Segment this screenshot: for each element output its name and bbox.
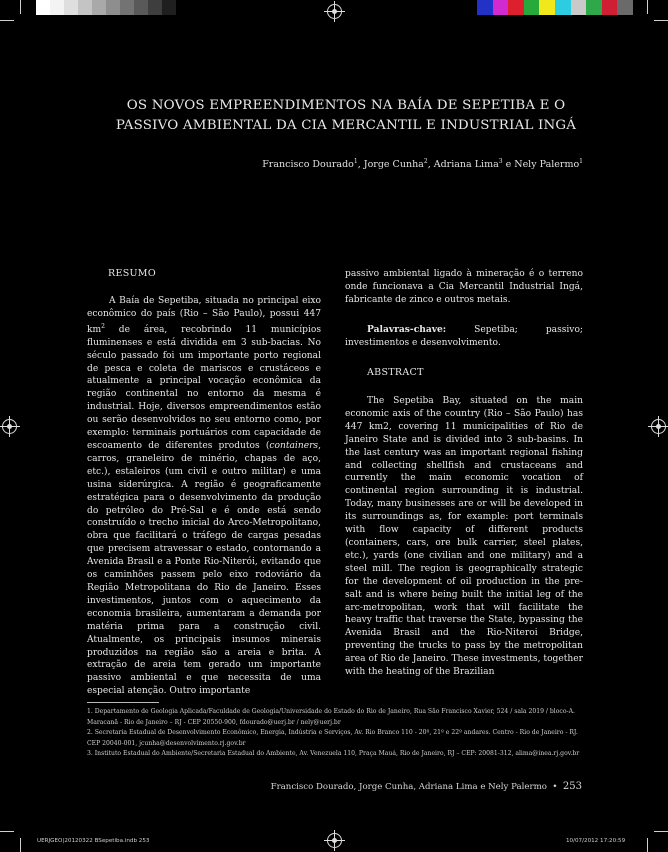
- color-swatch: [106, 0, 120, 15]
- color-swatch: [78, 0, 92, 15]
- crop-mark-icon: [20, 838, 21, 852]
- resumo-body: [87, 295, 321, 698]
- keywords-label: Palavras-chave:: [367, 324, 447, 335]
- crop-mark-icon: [654, 831, 668, 832]
- author-separator: ,: [357, 159, 364, 171]
- resumo-heading: RESUMO: [108, 268, 156, 279]
- color-swatch: [176, 0, 190, 15]
- bullet-separator: •: [552, 782, 558, 792]
- affiliation-marker: 2: [423, 158, 428, 165]
- color-swatch: [162, 0, 176, 15]
- registration-mark-icon: [2, 419, 17, 434]
- print-timestamp: 10/07/2012 17:20:59: [566, 838, 626, 844]
- author-name: Adriana Lima: [433, 159, 499, 171]
- registration-mark-icon: [327, 833, 342, 848]
- crop-mark-icon: [647, 0, 648, 14]
- crop-mark-icon: [0, 831, 14, 832]
- abstract-heading: ABSTRACT: [367, 367, 424, 378]
- affiliation-marker: 1: [579, 158, 583, 165]
- abstract-body: [345, 395, 583, 679]
- resumo-continuation-paragraph: passivo ambiental ligado à mineração é o terreno onde funcionava a Cia Mercantil Industrial Ingá, fabricante de zinco e outros metais.: [345, 269, 583, 305]
- crop-mark-icon: [654, 20, 668, 21]
- color-swatch: [602, 0, 618, 15]
- running-footer: [271, 781, 582, 792]
- footnote-rule: [87, 702, 159, 703]
- color-swatch: [586, 0, 602, 15]
- resumo-text: de área, recobrindo 11 municípios fluminenses e está dividida em 3 sub-bacias. No século passado foi um importante porto regional de pesca e coleta de mariscos e crustáceos e atualmente a principal vocação econômica da região continental no entorno da mesma é industrial. Hoje, diversos empreendimentos estão ou serão desenvolvidos no seu entorno como, por exemplo: terminais portuários com capacidade de escoamento de diferentes produtos (: [87, 324, 321, 451]
- footnote: 1. Departamento de Geologia Aplicada/Faculdade de Geologia/Universidade do Estado do Rio de Janeiro, Rua São Francisco Xavier, 524 / sala 2019 / bloco-A. Maracanã - Rio de Janeiro – RJ - CEP 20550-900, fdourado@uerj.br / nely@uerj.br: [87, 708, 575, 726]
- abstract-paragraph: The Sepetiba Bay, situated on the main economic axis of the country (Rio – São Paulo) has 447 km2, covering 11 municipalities of Rio de Janeiro State and is divided into 3 sub-basins. In the last century was an important regional fishing and collecting shellfish and crustaceans and currently the main economic vocation of continental region surrounding it is industrial. Today, many businesses are or will be developed in its surroundings as, for example: port terminals with flow capacity of different products (containers, cars, ore bulk carrier, steel plates, etc.), yards (one civilian and one military) and a steel mill. The region is geographically strategic for the development of oil production in the pre-salt and is where being built the initial leg of the arc-metropolitan, work that will facilitate the heavy traffic that traverse the State, bypassing the Avenida Brasil and the Rio-Niteroi Bridge, preventing the trucks to pass by the metropolitan area of Rio de Janeiro. These investments, together with the heating of the Brazilian: [345, 396, 583, 678]
- resumo-text: A Baía de Sepetiba, situada no principal eixo econômico do país (Rio – São Paulo), possui 447 km: [87, 296, 321, 335]
- color-swatch: [617, 0, 633, 15]
- author-line: [262, 158, 583, 170]
- author-name: Nely Palermo: [514, 159, 580, 171]
- resumo-continuation: [345, 268, 583, 307]
- keywords-text: Sepetiba; passivo; investimentos e desenvolvimento.: [345, 325, 583, 348]
- italic-term: containers: [269, 441, 319, 451]
- color-swatch: [493, 0, 509, 15]
- footnote: 2. Secretaria Estadual de Desenvolvimento Econômico, Energia, Indústria e Serviços, Av. Rio Branco 110 - 20º, 21º e 22º andares. Centro - Rio de Janeiro - RJ. CEP 20040-001, jcunha@desenvolvimento.rj.gov.br: [87, 729, 578, 747]
- color-swatch: [64, 0, 78, 15]
- running-authors: Francisco Dourado, Jorge Cunha, Adriana Lima e Nely Palermo: [270, 782, 547, 792]
- registration-mark-icon: [651, 419, 666, 434]
- color-swatch: [477, 0, 493, 15]
- crop-mark-icon: [647, 838, 648, 852]
- file-slug: UERJGEO|20120322 BSepetiba.indb 253: [37, 838, 150, 844]
- superscript: 2: [101, 322, 105, 330]
- color-swatch: [120, 0, 134, 15]
- color-swatch: [539, 0, 555, 15]
- color-swatch: [524, 0, 540, 15]
- crop-mark-icon: [20, 0, 21, 14]
- color-swatch: [555, 0, 571, 15]
- article-title: [96, 96, 596, 136]
- author-name: Jorge Cunha: [363, 159, 424, 171]
- author-separator: ,: [427, 159, 434, 171]
- resumo-text: , carros, graneleiro de minério, chapas de aço, etc.), estaleiros (um civil e outro militar) e uma usina siderúrgica. A região é geograficamente estratégica para o desenvolvimento da produção do petróleo do Pré-Sal e é onde está sendo construído o trecho inicial do Arco-Metropolitano, obra que facilitará o tráfego de cargas pesadas que precisem atravessar o estado, contornando a Avenida Brasil e a Ponte Rio-Niterói, evitando que os caminhões passem pelo eixo rodoviário da Região Metropolitana do Rio de Janeiro. Esses investimentos, juntos com o aquecimento da economia brasileira, aumentaram a demanda por matéria prima para a construção civil. Atualmente, os principais insumos minerais produzidos na região são a areia e brita. A extração de areia tem gerado um importante passivo ambiental e que necessita de uma especial atenção. Outro importante: [87, 441, 321, 697]
- title-line: OS NOVOS EMPREENDIMENTOS NA BAÍA DE SEPETIBA E O: [126, 98, 566, 113]
- color-swatch: [508, 0, 524, 15]
- color-swatch: [92, 0, 106, 15]
- title-line: PASSIVO AMBIENTAL DA CIA MERCANTIL E INDUSTRIAL INGÁ: [115, 118, 577, 133]
- keywords-paragraph: [345, 324, 583, 350]
- color-swatch: [36, 0, 50, 15]
- color-swatch: [148, 0, 162, 15]
- resumo-paragraph: [87, 295, 321, 698]
- author-name: Francisco Dourado: [262, 159, 354, 171]
- keywords: [345, 324, 583, 350]
- affiliation-marker: 1: [353, 158, 358, 165]
- color-swatch: [134, 0, 148, 15]
- crop-mark-icon: [0, 20, 14, 21]
- registration-mark-icon: [327, 4, 342, 19]
- affiliation-marker: 3: [498, 158, 503, 165]
- color-swatch: [571, 0, 587, 15]
- footnotes: [87, 707, 587, 760]
- footnote: 3. Instituto Estadual do Ambiente/Secretaria Estadual do Ambiente, Av. Venezuela 110, Praça Mauá, Rio de Janeiro, RJ – CEP: 20081-312, alima@inea.rj.gov.br: [87, 750, 580, 758]
- page-number: 253: [562, 781, 582, 792]
- author-separator: e: [502, 159, 515, 171]
- color-swatch: [50, 0, 64, 15]
